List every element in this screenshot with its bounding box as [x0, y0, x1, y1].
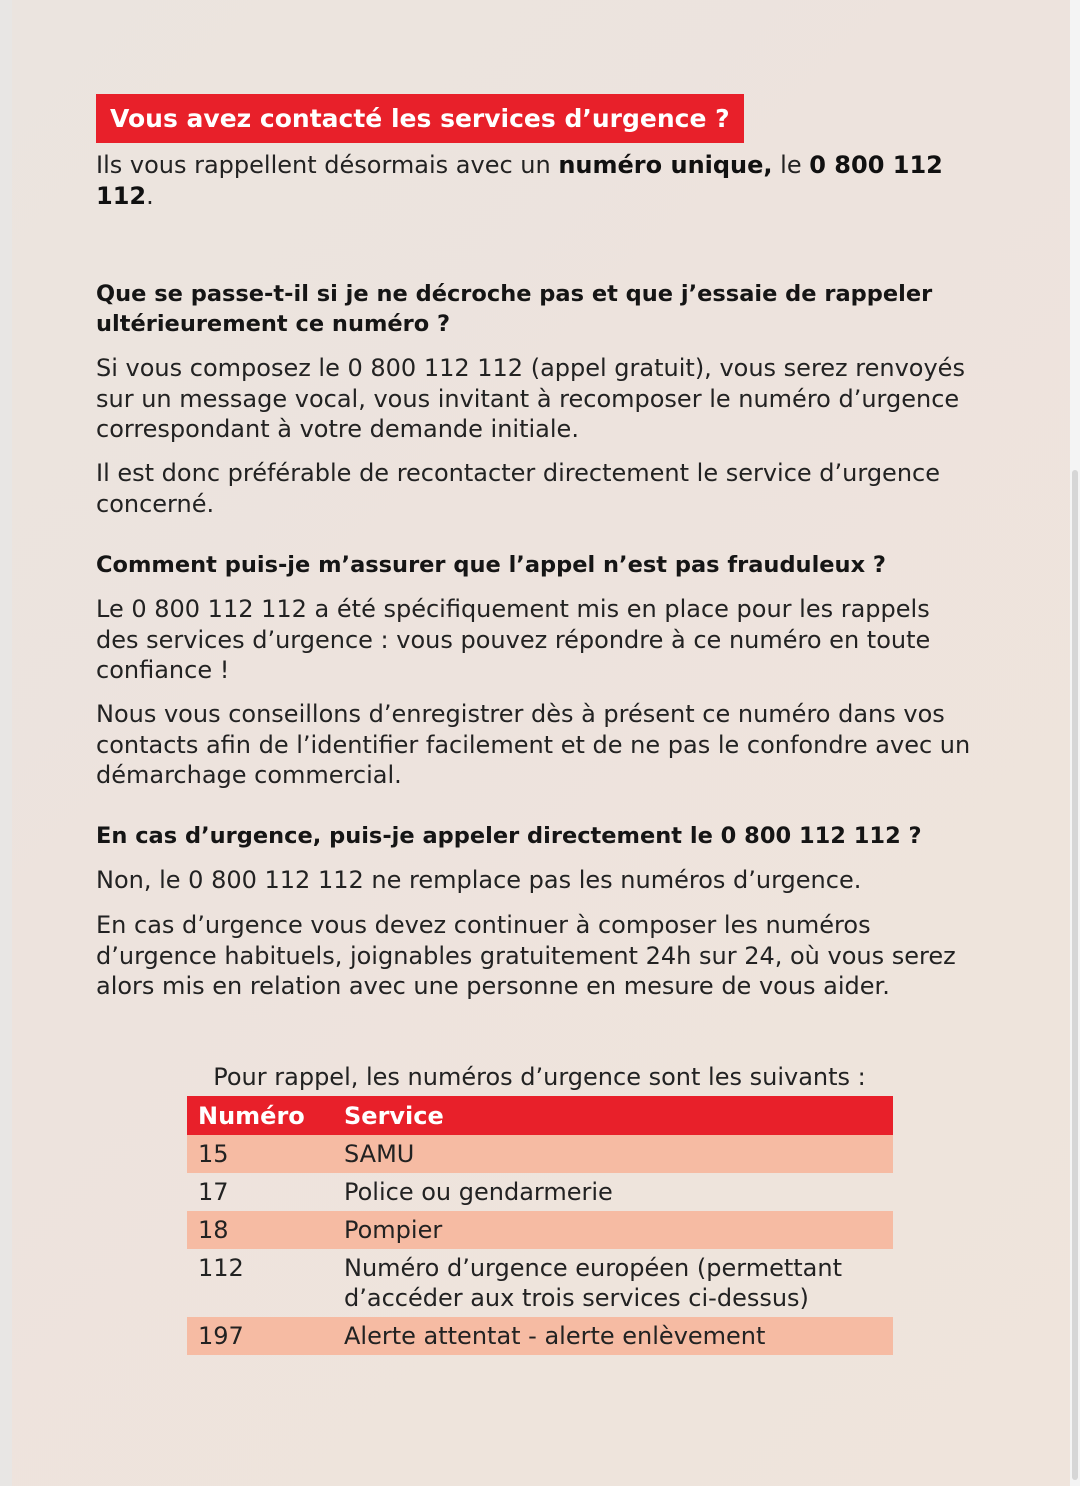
intro-part-3: . [146, 181, 154, 210]
answer-2-paragraph-2 [96, 699, 976, 791]
scrollbar-thumb[interactable] [1072, 470, 1078, 1480]
row-number: 197 [187, 1317, 333, 1355]
intro-part-1: Ils vous rappellent désormais avec un [96, 151, 559, 179]
table-caption: Pour rappel, les numéros d’urgence sont les suivants : [213, 1063, 866, 1091]
intro-part-2: le [772, 151, 810, 179]
row-service: Alerte attentat - alerte enlèvement [333, 1317, 893, 1355]
row-number: 15 [187, 1135, 333, 1173]
answer-text: Il est donc préférable de recontacter directement le service d’urgence concerné. [96, 459, 940, 518]
row-number: 17 [198, 1178, 229, 1206]
row-number: 112 [198, 1254, 244, 1282]
question-heading-3: En cas d’urgence, puis-je appeler directement le 0 800 112 112 ? [96, 823, 922, 849]
answer-text: Nous vous conseillons d’enregistrer dès à présent ce numéro dans vos contacts afin de l’identifier facilement et de ne pas le confondre avec un démarchage commercial. [96, 700, 971, 789]
row-service: Pompier [333, 1211, 893, 1249]
answer-2-paragraph-1 [96, 594, 976, 686]
answer-1-paragraph-2 [96, 458, 976, 519]
table-row [187, 1135, 893, 1173]
row-service: Numéro d’urgence européen (permettant d’accéder aux trois services ci-dessus) [344, 1254, 842, 1312]
header-service: Service [333, 1096, 893, 1135]
row-service: Police ou gendarmerie [344, 1178, 613, 1206]
answer-1-paragraph-1 [96, 353, 976, 445]
answer-text: Non, le 0 800 112 112 ne remplace pas les numéros d’urgence. [96, 866, 862, 894]
table-row [187, 1173, 893, 1211]
header-number: Numéro [187, 1096, 333, 1135]
row-number: 18 [187, 1211, 333, 1249]
answer-3-paragraph-2 [96, 910, 976, 1002]
intro-bold-unique: numéro unique, [558, 151, 773, 179]
answer-3-paragraph-1 [96, 865, 976, 896]
table-header-row [187, 1096, 893, 1135]
question-heading-1: Que se passe-t-il si je ne décroche pas et que j’essaie de rappeler ultérieurement ce numéro ? [96, 281, 933, 337]
contact-banner: Vous avez contacté les services d’urgence ? [96, 94, 744, 143]
emergency-numbers-table [187, 1096, 893, 1355]
intro-bold-number: 0 800 112 112 [96, 151, 943, 210]
intro-text [96, 150, 976, 211]
table-row [187, 1317, 893, 1355]
answer-text: Le 0 800 112 112 a été spécifiquement mis en place pour les rappels des services d’urgence : vous pouvez répondre à ce numéro en toute confiance ! [96, 595, 931, 684]
row-service: SAMU [333, 1135, 893, 1173]
table-row [187, 1249, 893, 1317]
vertical-scrollbar[interactable] [1070, 0, 1080, 1486]
document-page [12, 0, 1070, 1486]
answer-text: Si vous composez le 0 800 112 112 (appel gratuit), vous serez renvoyés sur un message vocal, vous invitant à recomposer le numéro d’urgence correspondant à votre demande initiale. [96, 354, 965, 443]
table-row [187, 1211, 893, 1249]
question-heading-2: Comment puis-je m’assurer que l’appel n’est pas frauduleux ? [96, 552, 886, 578]
answer-text: En cas d’urgence vous devez continuer à composer les numéros d’urgence habituels, joignables gratuitement 24h sur 24, où vous serez alors mis en relation avec une personne en mesure de vous aider. [96, 911, 956, 1000]
